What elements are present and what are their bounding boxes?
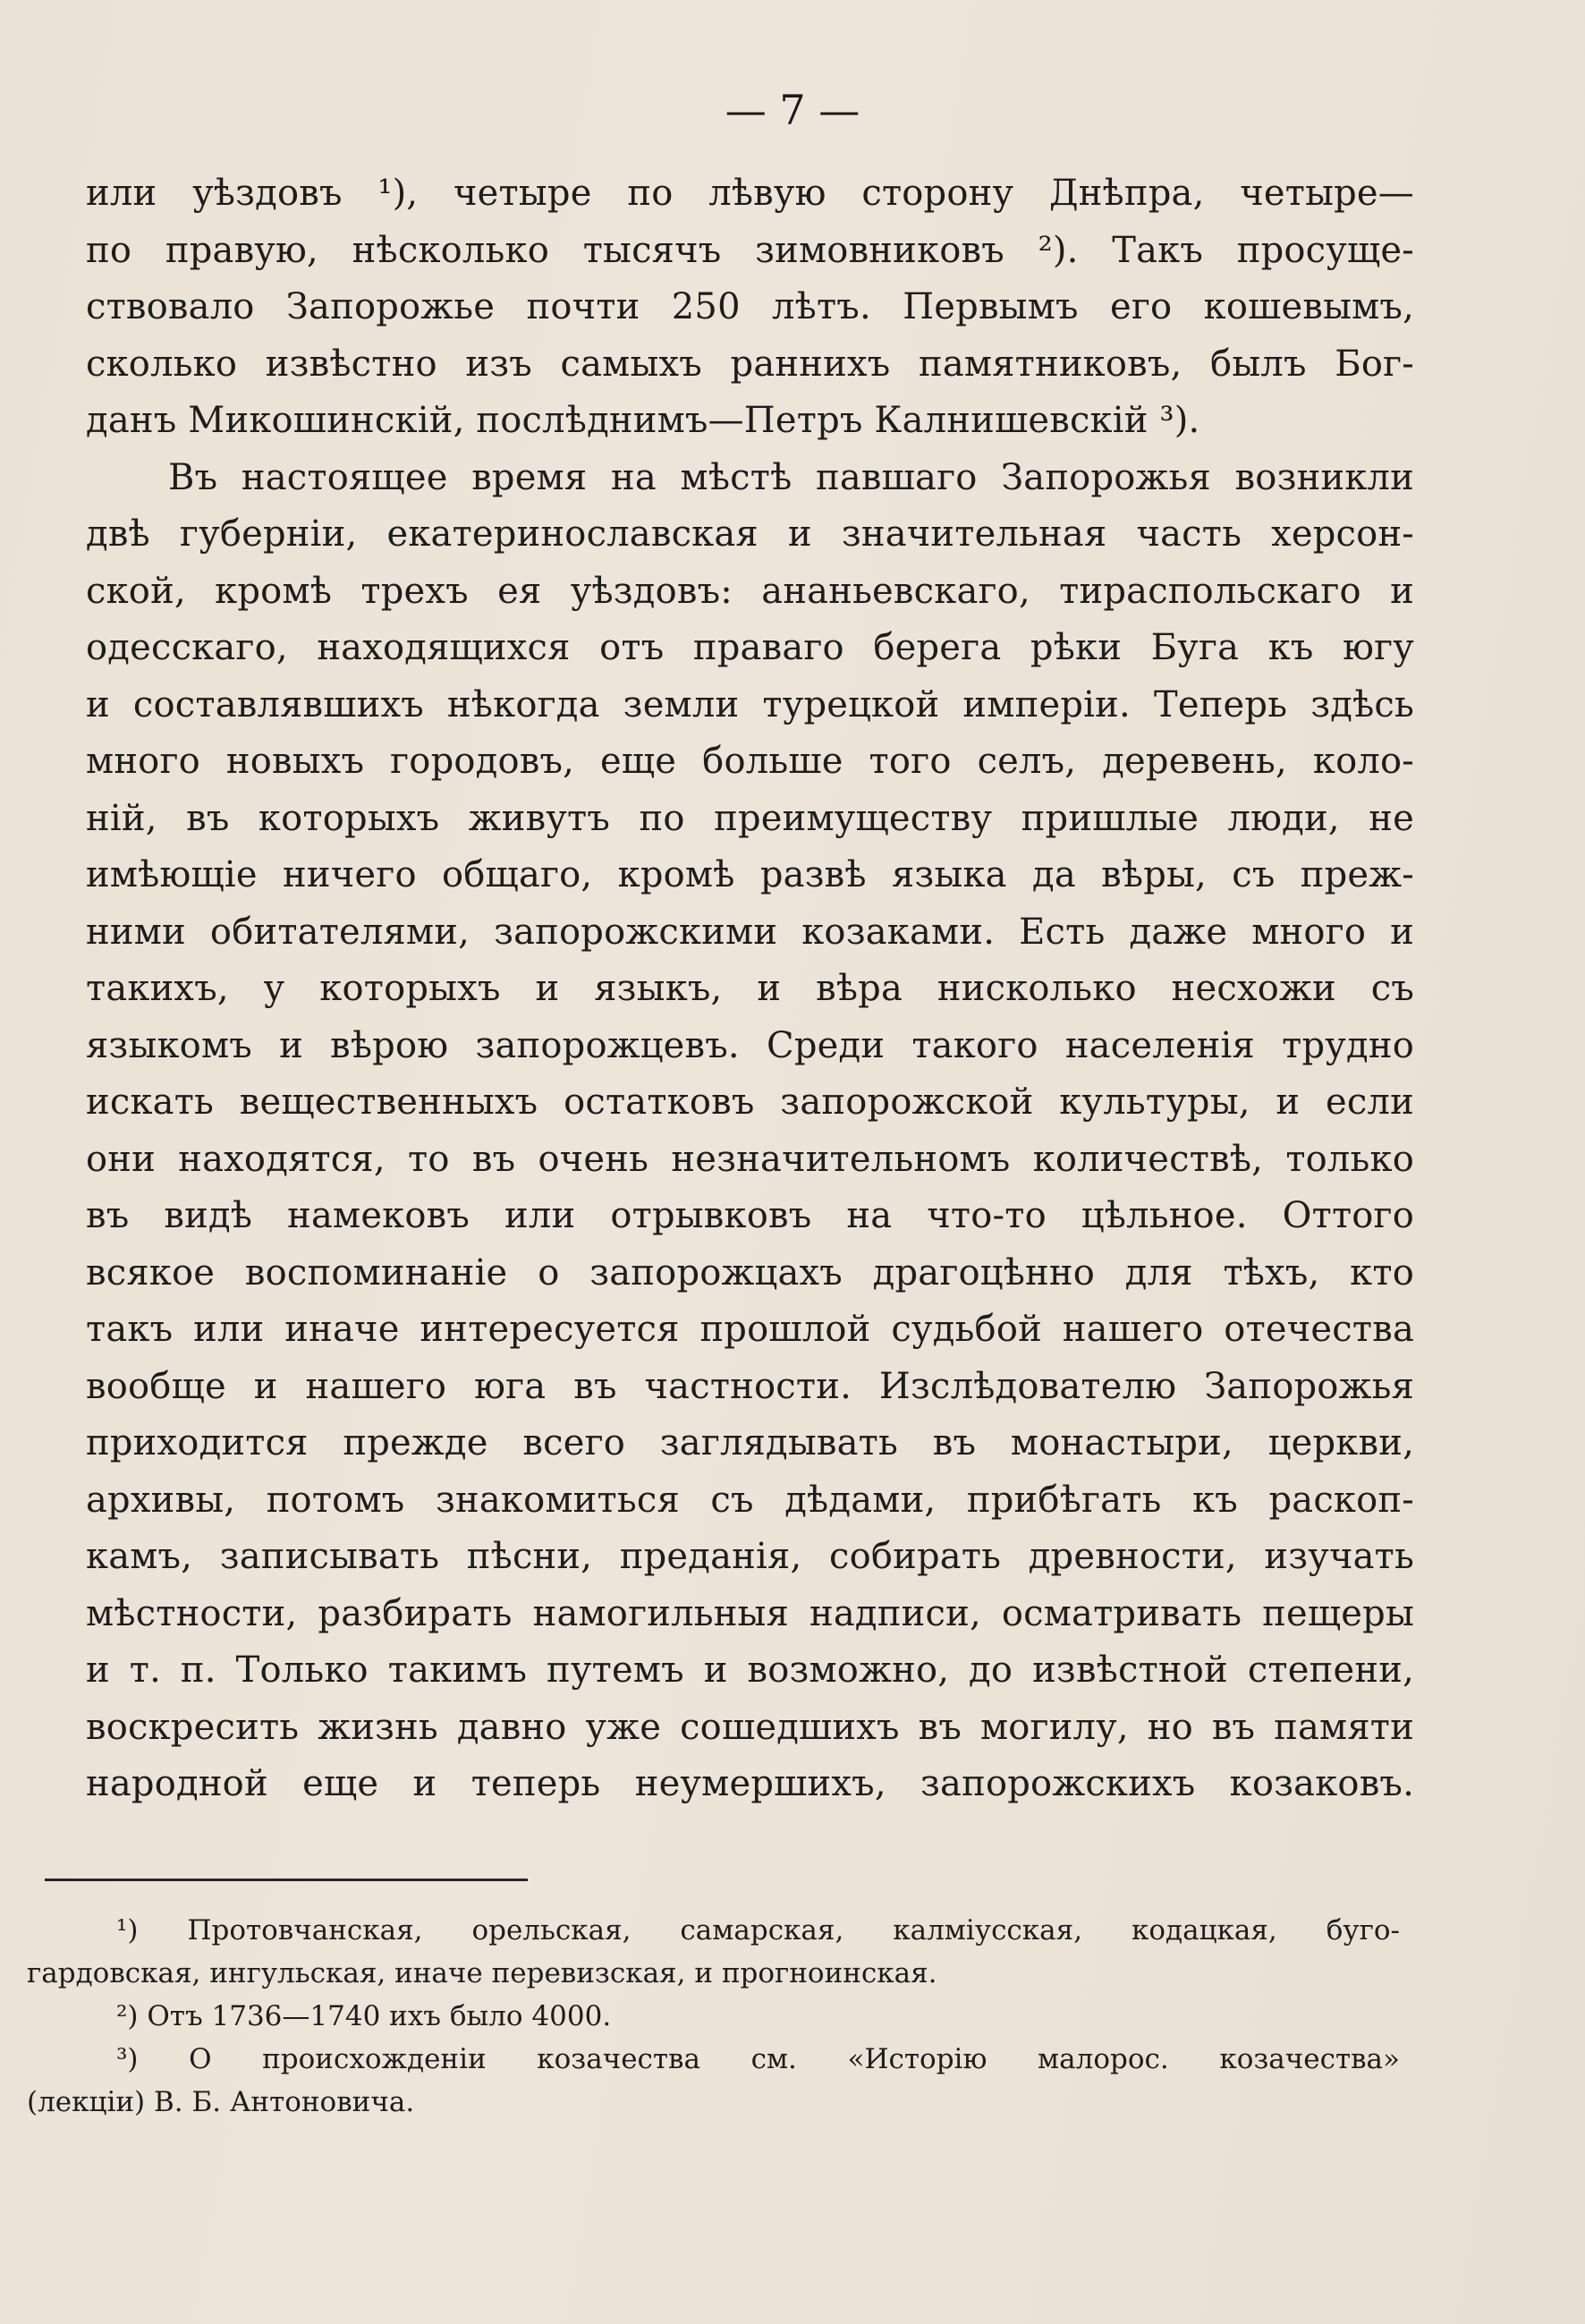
text-line: въ видѣ намековъ или отрывковъ на что-то цѣльное. Оттого <box>86 1195 1414 1236</box>
text-line: сколько извѣстно изъ самыхъ раннихъ памятниковъ, былъ Бог- <box>86 343 1414 385</box>
footnote-2: ²) Отъ 1736—1740 ихъ было 4000. <box>116 2000 612 2032</box>
text-line: ній, въ которыхъ живутъ по преимуществу пришлые люди, не <box>86 797 1414 839</box>
text-line: они находятся, то въ очень незначительномъ количествѣ, только <box>86 1138 1414 1180</box>
page-number: — 7 — <box>725 86 860 134</box>
text-line: вообще и нашего юга въ частности. Изслѣдователю Запорожья <box>86 1365 1414 1407</box>
text-line: и т. п. Только такимъ путемъ и возможно, до извѣстной степени, <box>86 1650 1414 1691</box>
text-line: мѣстности, разбирать намогильныя надписи, осматривать пещеры <box>86 1592 1414 1634</box>
footnote-3-line-1: ³) О происхожденіи козачества см. «Исторію малорос. козачества» <box>116 2043 1400 2075</box>
footnote-3-line-2: (лекціи) В. Б. Антоновича. <box>27 2086 415 2118</box>
footnotes <box>27 1910 1400 2125</box>
text-line-paragraph-end: данъ Микошинскій, послѣднимъ—Петръ Калнишевскій ³). <box>86 400 1200 441</box>
text-line: языкомъ и вѣрою запорожцевъ. Среди такого населенія трудно <box>86 1024 1414 1066</box>
text-line: архивы, потомъ знакомиться съ дѣдами, прибѣгать къ раскоп- <box>86 1479 1414 1521</box>
text-line: такихъ, у которыхъ и языкъ, и вѣра нисколько несхожи съ <box>86 968 1414 1009</box>
text-line: имѣющіе ничего общаго, кромѣ развѣ языка да вѣры, съ преж- <box>86 854 1414 895</box>
text-line: или уѣздовъ ¹), четыре по лѣвую сторону Днѣпра, четыре— <box>86 173 1414 214</box>
text-line: приходится прежде всего заглядывать въ монастыри, церкви, <box>86 1422 1414 1463</box>
text-line: двѣ губерніи, екатеринославская и значительная часть херсон- <box>86 513 1414 555</box>
text-line: всякое воспоминаніе о запорожцахъ драгоцѣнно для тѣхъ, кто <box>86 1251 1414 1293</box>
footnote-divider <box>45 1879 528 1881</box>
text-line: камъ, записывать пѣсни, преданія, собирать древности, изучать <box>86 1536 1414 1577</box>
footnote-1-line-2: гардовская, ингульская, иначе перевизская, и прогноинская. <box>27 1957 937 1989</box>
text-line: искать вещественныхъ остатковъ запорожской культуры, и если <box>86 1081 1414 1123</box>
text-line: много новыхъ городовъ, еще больше того селъ, деревень, коло- <box>86 741 1414 782</box>
text-line: и составлявшихъ нѣкогда земли турецкой имперіи. Теперь здѣсь <box>86 683 1414 725</box>
text-line-paragraph-start: Въ настоящее время на мѣстѣ павшаго Запорожья возникли <box>168 456 1414 498</box>
text-line: такъ или иначе интересуется прошлой судьбой нашего отечества <box>86 1309 1414 1350</box>
footnote-1-line-1: ¹) Протовчанская, орельская, самарская, калміусская, кодацкая, буго- <box>116 1914 1400 1947</box>
text-line: ствовало Запорожье почти 250 лѣтъ. Первымъ его кошевымъ, <box>86 286 1414 327</box>
text-line: народной еще и теперь неумершихъ, запорожскихъ козаковъ. <box>86 1763 1414 1804</box>
text-line: одесскаго, находящихся отъ праваго берега рѣки Буга къ югу <box>86 627 1414 668</box>
text-line: ской, кромѣ трехъ ея уѣздовъ: ананьевскаго, тираспольскаго и <box>86 570 1414 612</box>
main-text <box>86 165 1414 1813</box>
text-line: по правую, нѣсколько тысячъ зимовниковъ ²). Такъ просуще- <box>86 229 1414 271</box>
text-line: воскресить жизнь давно уже сошедшихъ въ могилу, но въ памяти <box>86 1706 1414 1748</box>
text-line: ними обитателями, запорожскими козаками. Есть даже много и <box>86 911 1414 953</box>
